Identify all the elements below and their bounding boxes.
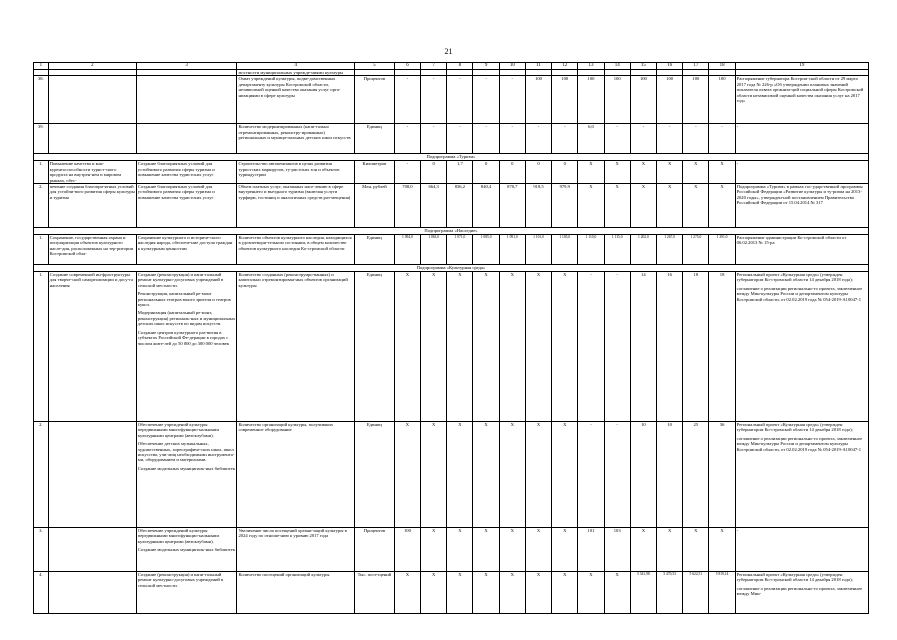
- value-cell: 103: [604, 528, 630, 572]
- basis-cell-paragraph: Региональный проект «Культурная среда» (утвержден губернатором Ко-стромской области 14 декабря 2018 года);: [736, 272, 853, 283]
- value-cell: X: [683, 161, 709, 184]
- value-cell: 1 275,0: [683, 235, 709, 265]
- subprogram-tourism: [34, 154, 869, 161]
- column-number: 10: [499, 63, 525, 70]
- value-cell: X: [394, 572, 420, 614]
- value-cell: 1 094,0: [394, 235, 420, 265]
- goal-cell: [48, 422, 136, 528]
- value-cell: X: [552, 572, 578, 614]
- unit-cell: Млн. рублей: [354, 184, 394, 228]
- value-cell: 0: [473, 161, 499, 184]
- column-number: 11: [525, 63, 551, 70]
- goal-cell: [48, 528, 136, 572]
- value-cell: X: [525, 422, 551, 528]
- value-cell: X: [499, 572, 525, 614]
- value-cell: X: [657, 528, 683, 572]
- unit-cell: Единиц: [354, 124, 394, 154]
- basis-cell: -: [735, 161, 868, 184]
- basis-cell-paragraph: Региональный проект «Культурная среда» (утвержден губернатором Ко-стромской области 14 декабря 2018 года);: [736, 572, 853, 583]
- column-number: 3: [136, 63, 237, 70]
- column-number: 1: [34, 63, 49, 70]
- basis-cell: -: [735, 528, 868, 572]
- basis-cell: Распоряжение администрации Ко-стромской области от 06.02.2013 № 15-ра: [735, 235, 868, 265]
- column-number: 16: [657, 63, 683, 70]
- value-cell: 1 105,0: [552, 235, 578, 265]
- value-cell: 1 101,0: [525, 235, 551, 265]
- value-cell: X: [630, 528, 656, 572]
- value-cell: 979,9: [552, 184, 578, 228]
- task-cell-paragraph: Обеспечение детских музыкальных, художественных, хореографиче-ских школ, школ искусства, учи-лищ необходимыми инструмента-ми, оборудованием и материалами.: [137, 441, 235, 463]
- value-cell: -: [630, 124, 656, 154]
- basis-cell-paragraph: Региональный проект «Культурная среда» (утвержден губернатором Ко-стромской области 14 декабря 2018 года);: [736, 422, 853, 433]
- value-cell: 100: [683, 76, 709, 124]
- value-cell: X: [657, 184, 683, 228]
- row-number: 2.: [34, 184, 49, 228]
- basis-cell: -: [735, 124, 868, 154]
- column-number: 17: [683, 63, 709, 70]
- table-row: [34, 124, 869, 154]
- table-row: [34, 572, 869, 614]
- column-number: 12: [552, 63, 578, 70]
- value-cell: X: [525, 572, 551, 614]
- value-cell: 100: [657, 76, 683, 124]
- subprogram-environment: [34, 265, 869, 272]
- value-cell: 0: [552, 161, 578, 184]
- task-cell-paragraph: Создание центров культурного раз-вития в субъектах Российской Фе-дерации в городах с числом жите-лей до 50 000 до 300 000 человек: [137, 329, 230, 346]
- column-number: 9: [473, 63, 499, 70]
- value-cell: X: [499, 528, 525, 572]
- value-cell: X: [630, 184, 656, 228]
- value-cell: X: [578, 184, 604, 228]
- page-number: 21: [444, 47, 453, 56]
- column-number: 5: [354, 63, 394, 70]
- task-cell-paragraph: Создание (реконструкция) и капи-тальный ремонт культурно-досуговых учреждений в сельской местности.: [137, 572, 224, 588]
- value-cell: 1 291,0: [709, 235, 735, 265]
- goal-cell: печение создания благопри-ятных условий для устойчи-вого развития сферы культуры и туризма: [48, 184, 136, 228]
- value-cell: 5 470,53: [657, 572, 683, 614]
- value-cell: -: [473, 124, 499, 154]
- value-cell: X: [447, 572, 473, 614]
- value-cell: 100: [552, 76, 578, 124]
- value-cell: 870,7: [499, 184, 525, 228]
- row-number: 1.: [34, 272, 49, 422]
- subprogram-environment-title: Подпрограмма «Культурная среда»: [34, 265, 869, 272]
- value-cell: 1 115,0: [604, 235, 630, 265]
- task-cell: Создание благоприятных условий для устойчивого развития сферы туризма и повышение качества туристских услуг: [136, 184, 237, 228]
- row-number: 2.: [34, 422, 49, 528]
- table-row: [34, 235, 869, 265]
- subprogram-heritage: [34, 228, 869, 235]
- value-cell: 0: [525, 161, 551, 184]
- goal-cell: [48, 124, 136, 154]
- value-cell: X: [421, 272, 447, 422]
- value-cell: 1 202,0: [630, 235, 656, 265]
- task-cell-paragraph: Обеспечение учреждений культуры передвижными многофункцио-нальными культурными центрами (автоклубами).: [137, 422, 219, 438]
- value-cell: -: [447, 76, 473, 124]
- table-row: [34, 184, 869, 228]
- row-number: 39.: [34, 124, 49, 154]
- value-cell: 6,0: [578, 124, 604, 154]
- column-number: 13: [578, 63, 604, 70]
- task-cell-paragraph: Реконструкция, капитальный ре-монт региональных театров юного зрителя и театров кукол.: [137, 291, 231, 308]
- value-cell: X: [604, 572, 630, 614]
- value-cell: 1,7: [447, 161, 473, 184]
- value-cell: -: [604, 272, 630, 422]
- table-row: [34, 272, 869, 422]
- value-cell: X: [473, 528, 499, 572]
- unit-cell: Единиц: [354, 272, 394, 422]
- basis-cell: [735, 572, 868, 614]
- task-cell-paragraph: Обеспечение учреждений культуры передвижными многофункцио-нальными культурными центрами (автоклубами).: [137, 528, 219, 544]
- task-cell: [136, 528, 237, 572]
- value-cell: -: [447, 124, 473, 154]
- goal-cell: Повышение качества и кон-курентоспособности турист-ского продукта на внутрен-нем и мировом рынках, обес-: [48, 161, 136, 184]
- value-cell: X: [578, 161, 604, 184]
- value-cell: X: [421, 422, 447, 528]
- column-number: 6: [394, 63, 420, 70]
- value-cell: X: [709, 528, 735, 572]
- column-number: 19: [735, 63, 868, 70]
- value-cell: X: [657, 161, 683, 184]
- value-cell: 708,0: [394, 184, 420, 228]
- task-cell: [136, 572, 237, 614]
- value-cell: 0: [421, 161, 447, 184]
- value-cell: 18: [683, 272, 709, 422]
- unit-cell: Километров: [354, 161, 394, 184]
- value-cell: 664,3: [421, 184, 447, 228]
- value-cell: X: [578, 572, 604, 614]
- basis-cell: Подпрограмма «Туризм» в рамках гос-ударственной программы Российской Федерации «Развитие культуры и ту-ризма на 2013-2020 годы», утвержден-ной постановлением Правительства Российской Федерации от 15.04.2014 № 317: [735, 184, 868, 228]
- indicator-cell: Количество созданных (реконструиро-ванных) и капитально отремонтирован-ных объектов организаций культуры: [237, 272, 354, 422]
- value-cell: 101: [578, 528, 604, 572]
- value-cell: X: [683, 528, 709, 572]
- value-cell: X: [525, 272, 551, 422]
- value-cell: X: [499, 422, 525, 528]
- value-cell: -: [421, 124, 447, 154]
- task-cell: [136, 76, 237, 124]
- value-cell: X: [473, 572, 499, 614]
- basis-cell: [735, 422, 868, 528]
- column-number: 4: [237, 63, 354, 70]
- value-cell: 100: [604, 76, 630, 124]
- task-cell-paragraph: Модернизация (капитальный ре-монт, реконструкция) региональ-ных и муниципальных детских школ искусств по видам искусств.: [137, 310, 236, 327]
- value-cell: -: [578, 272, 604, 422]
- indicator-cell: Увеличение числа посещений органи-заций культуры в 2024 году по отноше-нию к уровню 2017 года: [237, 528, 354, 572]
- value-cell: X: [447, 272, 473, 422]
- value-cell: X: [447, 528, 473, 572]
- value-cell: 16: [657, 272, 683, 422]
- task-cell: Создание благоприятных условий для устойчивого развития сферы туризма и повышение качества туристских услуг: [136, 161, 237, 184]
- column-number: 7: [421, 63, 447, 70]
- value-cell: 100: [630, 76, 656, 124]
- unit-cell: Тыс. посе-щений: [354, 572, 394, 614]
- unit-cell: Процентов: [354, 528, 394, 572]
- row-number: 1.: [34, 161, 49, 184]
- column-number: 18: [709, 63, 735, 70]
- row-number: 3.: [34, 528, 49, 572]
- basis-cell: [735, 272, 868, 422]
- indicator-cell: Количество организаций культуры, получивших современное оборудование: [237, 422, 354, 528]
- value-cell: 100: [525, 76, 551, 124]
- basis-cell-paragraph: соглашение о реализации регионально-го проекта, заключенное между Мин-: [736, 585, 863, 597]
- column-number: 2: [48, 63, 136, 70]
- indicators-table: [33, 62, 869, 614]
- value-cell: -: [394, 124, 420, 154]
- unit-cell: Процентов: [354, 76, 394, 124]
- value-cell: -: [473, 76, 499, 124]
- value-cell: -: [578, 422, 604, 528]
- value-cell: X: [421, 572, 447, 614]
- value-cell: X: [683, 184, 709, 228]
- value-cell: X: [499, 272, 525, 422]
- row-number: 1.: [34, 235, 49, 265]
- value-cell: 1 085,0: [473, 235, 499, 265]
- value-cell: 10: [630, 422, 656, 528]
- value-cell: X: [709, 184, 735, 228]
- value-cell: X: [552, 272, 578, 422]
- value-cell: X: [552, 528, 578, 572]
- task-cell: [136, 124, 237, 154]
- task-cell-paragraph: Создание модельных муниципаль-ных библиотек: [137, 547, 235, 553]
- column-number: 8: [447, 63, 473, 70]
- value-cell: -: [421, 76, 447, 124]
- value-cell: -: [657, 124, 683, 154]
- value-cell: -: [394, 161, 420, 184]
- value-cell: X: [604, 184, 630, 228]
- subprogram-heritage-title: Подпрограмма «Наследие»: [34, 228, 869, 235]
- value-cell: -: [604, 422, 630, 528]
- task-cell: [136, 272, 237, 422]
- task-cell-paragraph: Создание модельных муниципаль-ных библиотек: [137, 465, 235, 471]
- value-cell: 100: [709, 76, 735, 124]
- value-cell: 14: [630, 272, 656, 422]
- value-cell: -: [709, 124, 735, 154]
- indicator-cell: Объем платных услуг, оказанных насе-лению в сфере внутреннего и въездного туризма (включая услуги турфирм, гостиниц и аналогичных средств раз-мещения): [237, 184, 354, 228]
- value-cell: 10: [657, 422, 683, 528]
- row-number: 38.: [34, 76, 49, 124]
- indicator-cell: Количество посещений организаций культуры: [237, 572, 354, 614]
- table-row: [34, 76, 869, 124]
- value-cell: -: [525, 124, 551, 154]
- basis-cell-paragraph: соглашение о реализации регионально-го проекта, заключенное между Мин-культуры России и департаментом культуры Костромской области, от 02.02.2019 года № 054-2019-А10047-1: [736, 285, 863, 302]
- column-number: 15: [630, 63, 656, 70]
- indicator-cell: Охват учреждений культуры, подве-домственных департаменту культуры Костромской области, независимой оценкой качества оказания услуг орга-низациями в сфере культуры: [237, 76, 354, 124]
- value-cell: X: [473, 272, 499, 422]
- value-cell: -: [499, 124, 525, 154]
- value-cell: 836,2: [447, 184, 473, 228]
- basis-cell: Распоряжение губернатора Костром-ской области от 29 марта 2017 года № 226-р «Об утверждении плановых значений показателя охвата организа-ций социальной сферы Костромской области независимой оценкой качества оказания услуг на 2017 год»: [735, 76, 868, 124]
- value-cell: X: [709, 161, 735, 184]
- value-cell: 36: [709, 422, 735, 528]
- indicator-cell: мостности муниципальных учрежде-ниями культуры: [237, 70, 354, 76]
- value-cell: 918,5: [525, 184, 551, 228]
- goal-cell: Создание современной ин-фраструктуры для творче-ской самореализации и досу-га населения: [48, 272, 136, 422]
- value-cell: 5 819,14: [709, 572, 735, 614]
- value-cell: X: [525, 528, 551, 572]
- indicator-cell: Количество объектов культурного наследия, находящихся в удовлетвори-тельном состоянии, в общем количестве объектов культурного наследия Ко-стромской области: [237, 235, 354, 265]
- value-cell: X: [394, 272, 420, 422]
- unit-cell: Единиц: [354, 235, 394, 265]
- task-cell-paragraph: Создание (реконструкция) и капи-тальный ремонт культурно-досуговых учреждений в сельской местности.: [137, 272, 224, 288]
- value-cell: 1 063,0: [421, 235, 447, 265]
- value-cell: 5 622,51: [683, 572, 709, 614]
- row-number: 4.: [34, 572, 49, 614]
- basis-cell-paragraph: соглашение о реализации регионально-го проекта, заключенное между Мин-культуры России и департаментом культуры Костромской области, от 02.02.2019 года № 054-2019-А10047-1: [736, 435, 863, 452]
- value-cell: X: [630, 161, 656, 184]
- value-cell: -: [394, 76, 420, 124]
- value-cell: X: [421, 528, 447, 572]
- table-row: [34, 161, 869, 184]
- value-cell: -: [604, 124, 630, 154]
- value-cell: 25: [683, 422, 709, 528]
- value-cell: 100: [578, 76, 604, 124]
- value-cell: X: [604, 161, 630, 184]
- value-cell: 5 341,98: [630, 572, 656, 614]
- column-number: 14: [604, 63, 630, 70]
- value-cell: -: [499, 76, 525, 124]
- value-cell: X: [447, 422, 473, 528]
- column-header-row: [34, 63, 869, 70]
- task-cell: [136, 422, 237, 528]
- table-row: [34, 422, 869, 528]
- value-cell: X: [473, 422, 499, 528]
- value-cell: 1 091,0: [499, 235, 525, 265]
- unit-cell: Единиц: [354, 422, 394, 528]
- value-cell: X: [552, 422, 578, 528]
- goal-cell: [48, 572, 136, 614]
- goal-cell: [48, 76, 136, 124]
- indicator-cell: Строительство автокемпингов в целях развития туристских маршрутов, ту-ристских зон и объектов туриндустрии: [237, 161, 354, 184]
- value-cell: 18: [709, 272, 735, 422]
- value-cell: -: [683, 124, 709, 154]
- value-cell: 0: [499, 161, 525, 184]
- subprogram-tourism-title: Подпрограмма «Туризм»: [34, 154, 869, 161]
- goal-cell: Сохранение, государственная охрана и популяризация объектов культурного насле-дия, расположенных на тер-ритории Костромской обла-: [48, 235, 136, 265]
- value-cell: X: [394, 422, 420, 528]
- table-row: [34, 528, 869, 572]
- indicator-cell: Количество модернизированных (капи-тально отремонтированных, реконстру-ированных) региональных и муници-пальных детских школ искусств: [237, 124, 354, 154]
- task-cell: Сохранение культурного и историче-ского наследия народа, обеспече-ние доступа граждан к культурным ценностям: [136, 235, 237, 265]
- value-cell: 1 267,0: [657, 235, 683, 265]
- value-cell: 1 071,0: [447, 235, 473, 265]
- value-cell: 840,4: [473, 184, 499, 228]
- value-cell: -: [552, 124, 578, 154]
- value-cell: 100: [394, 528, 420, 572]
- value-cell: 1 110,0: [578, 235, 604, 265]
